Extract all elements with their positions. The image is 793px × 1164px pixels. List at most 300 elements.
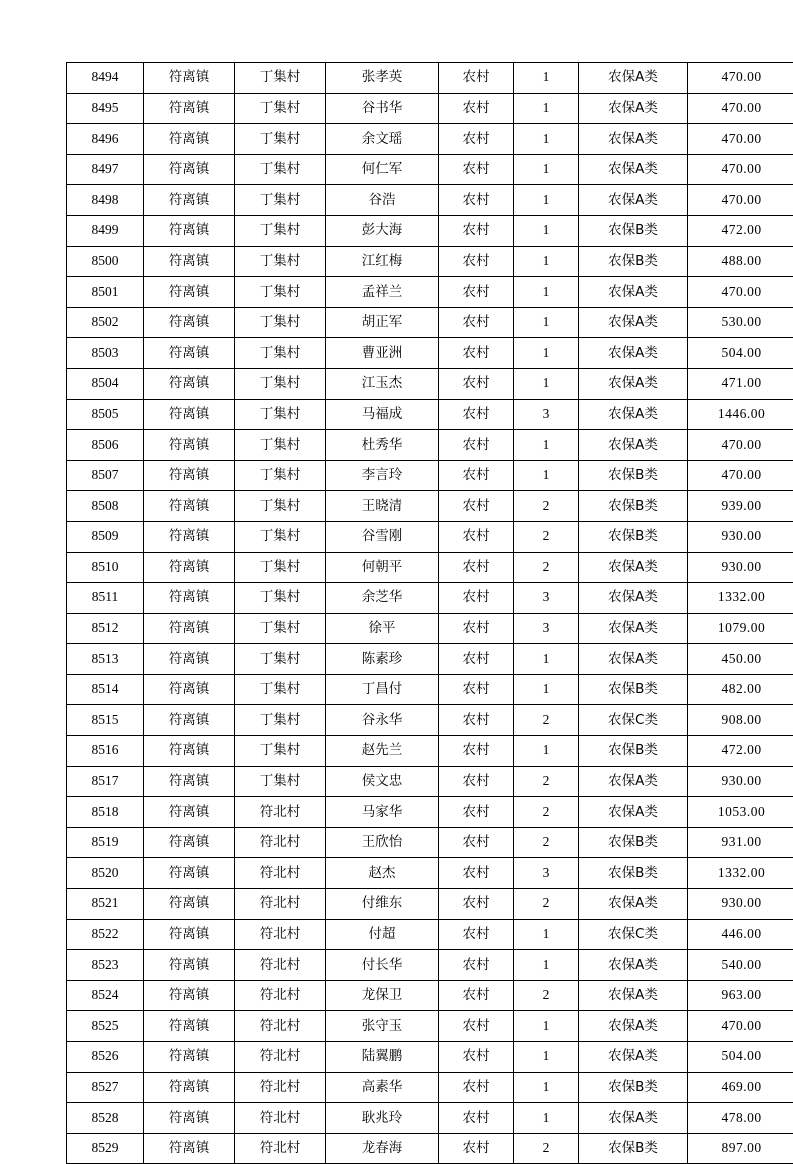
cell-type: 农村 xyxy=(439,613,514,644)
cell-village: 丁集村 xyxy=(235,63,326,94)
cell-id: 8495 xyxy=(67,93,144,124)
cell-town: 符离镇 xyxy=(144,338,235,369)
cell-id: 8502 xyxy=(67,307,144,338)
cell-name: 龙春海 xyxy=(326,1133,439,1164)
cell-village: 丁集村 xyxy=(235,93,326,124)
cell-category: 农保A类 xyxy=(579,368,688,399)
cell-amount: 931.00 xyxy=(688,827,793,858)
cell-category: 农保B类 xyxy=(579,491,688,522)
cell-count: 1 xyxy=(514,368,579,399)
cell-type: 农村 xyxy=(439,1042,514,1073)
cell-village: 丁集村 xyxy=(235,277,326,308)
cell-count: 1 xyxy=(514,307,579,338)
cell-type: 农村 xyxy=(439,124,514,155)
cell-town: 符离镇 xyxy=(144,307,235,338)
cell-town: 符离镇 xyxy=(144,185,235,216)
cell-id: 8494 xyxy=(67,63,144,94)
cell-count: 1 xyxy=(514,674,579,705)
cell-id: 8516 xyxy=(67,736,144,767)
cell-name: 赵先兰 xyxy=(326,736,439,767)
cell-amount: 470.00 xyxy=(688,124,793,155)
cell-village: 丁集村 xyxy=(235,491,326,522)
cell-town: 符离镇 xyxy=(144,430,235,461)
cell-count: 1 xyxy=(514,215,579,246)
cell-count: 2 xyxy=(514,491,579,522)
cell-town: 符离镇 xyxy=(144,766,235,797)
cell-category: 农保A类 xyxy=(579,154,688,185)
cell-id: 8526 xyxy=(67,1042,144,1073)
cell-village: 丁集村 xyxy=(235,521,326,552)
cell-id: 8520 xyxy=(67,858,144,889)
cell-category: 农保A类 xyxy=(579,430,688,461)
cell-town: 符离镇 xyxy=(144,215,235,246)
table-row xyxy=(67,797,793,828)
cell-town: 符离镇 xyxy=(144,246,235,277)
cell-name: 赵杰 xyxy=(326,858,439,889)
table-row xyxy=(67,63,793,94)
cell-id: 8512 xyxy=(67,613,144,644)
cell-amount: 478.00 xyxy=(688,1103,793,1134)
cell-id: 8501 xyxy=(67,277,144,308)
cell-town: 符离镇 xyxy=(144,736,235,767)
cell-type: 农村 xyxy=(439,889,514,920)
cell-village: 符北村 xyxy=(235,919,326,950)
cell-village: 符北村 xyxy=(235,858,326,889)
cell-town: 符离镇 xyxy=(144,154,235,185)
cell-amount: 930.00 xyxy=(688,552,793,583)
table-row xyxy=(67,277,793,308)
cell-amount: 470.00 xyxy=(688,93,793,124)
cell-count: 2 xyxy=(514,797,579,828)
cell-town: 符离镇 xyxy=(144,705,235,736)
table-row xyxy=(67,705,793,736)
cell-category: 农保A类 xyxy=(579,1042,688,1073)
cell-category: 农保A类 xyxy=(579,980,688,1011)
table-row xyxy=(67,399,793,430)
cell-count: 3 xyxy=(514,399,579,430)
cell-name: 谷浩 xyxy=(326,185,439,216)
cell-category: 农保A类 xyxy=(579,766,688,797)
cell-amount: 470.00 xyxy=(688,63,793,94)
cell-category: 农保B类 xyxy=(579,827,688,858)
cell-id: 8525 xyxy=(67,1011,144,1042)
cell-count: 2 xyxy=(514,521,579,552)
cell-amount: 471.00 xyxy=(688,368,793,399)
table-row xyxy=(67,583,793,614)
cell-village: 丁集村 xyxy=(235,124,326,155)
cell-town: 符离镇 xyxy=(144,93,235,124)
cell-count: 3 xyxy=(514,858,579,889)
cell-name: 胡正军 xyxy=(326,307,439,338)
table-row xyxy=(67,491,793,522)
cell-type: 农村 xyxy=(439,430,514,461)
cell-name: 江红梅 xyxy=(326,246,439,277)
cell-type: 农村 xyxy=(439,950,514,981)
cell-town: 符离镇 xyxy=(144,399,235,430)
cell-name: 李言玲 xyxy=(326,460,439,491)
cell-town: 符离镇 xyxy=(144,613,235,644)
cell-id: 8506 xyxy=(67,430,144,461)
cell-type: 农村 xyxy=(439,1072,514,1103)
cell-name: 谷书华 xyxy=(326,93,439,124)
cell-id: 8522 xyxy=(67,919,144,950)
cell-name: 王晓清 xyxy=(326,491,439,522)
cell-type: 农村 xyxy=(439,705,514,736)
cell-town: 符离镇 xyxy=(144,1103,235,1134)
cell-id: 8504 xyxy=(67,368,144,399)
cell-village: 丁集村 xyxy=(235,460,326,491)
cell-amount: 1332.00 xyxy=(688,583,793,614)
cell-category: 农保B类 xyxy=(579,1133,688,1164)
table-row xyxy=(67,154,793,185)
cell-name: 陈素珍 xyxy=(326,644,439,675)
cell-category: 农保A类 xyxy=(579,63,688,94)
cell-type: 农村 xyxy=(439,1103,514,1134)
cell-count: 3 xyxy=(514,613,579,644)
cell-type: 农村 xyxy=(439,521,514,552)
cell-name: 余芝华 xyxy=(326,583,439,614)
cell-count: 1 xyxy=(514,430,579,461)
cell-type: 农村 xyxy=(439,827,514,858)
cell-count: 1 xyxy=(514,460,579,491)
cell-type: 农村 xyxy=(439,980,514,1011)
cell-count: 1 xyxy=(514,1103,579,1134)
cell-town: 符离镇 xyxy=(144,63,235,94)
cell-village: 符北村 xyxy=(235,797,326,828)
cell-name: 付超 xyxy=(326,919,439,950)
cell-type: 农村 xyxy=(439,766,514,797)
cell-amount: 470.00 xyxy=(688,1011,793,1042)
cell-category: 农保B类 xyxy=(579,674,688,705)
cell-id: 8511 xyxy=(67,583,144,614)
cell-name: 耿兆玲 xyxy=(326,1103,439,1134)
cell-name: 付维东 xyxy=(326,889,439,920)
cell-category: 农保A类 xyxy=(579,399,688,430)
cell-count: 1 xyxy=(514,1042,579,1073)
cell-id: 8497 xyxy=(67,154,144,185)
cell-id: 8527 xyxy=(67,1072,144,1103)
cell-name: 孟祥兰 xyxy=(326,277,439,308)
table-row xyxy=(67,1103,793,1134)
cell-village: 丁集村 xyxy=(235,705,326,736)
cell-type: 农村 xyxy=(439,338,514,369)
cell-id: 8510 xyxy=(67,552,144,583)
cell-town: 符离镇 xyxy=(144,124,235,155)
cell-id: 8508 xyxy=(67,491,144,522)
cell-count: 1 xyxy=(514,154,579,185)
cell-name: 张守玉 xyxy=(326,1011,439,1042)
cell-category: 农保C类 xyxy=(579,919,688,950)
cell-count: 1 xyxy=(514,124,579,155)
cell-type: 农村 xyxy=(439,154,514,185)
cell-id: 8503 xyxy=(67,338,144,369)
cell-village: 丁集村 xyxy=(235,552,326,583)
cell-amount: 1332.00 xyxy=(688,858,793,889)
cell-amount: 470.00 xyxy=(688,185,793,216)
cell-count: 2 xyxy=(514,552,579,583)
cell-town: 符离镇 xyxy=(144,644,235,675)
cell-count: 2 xyxy=(514,889,579,920)
cell-category: 农保A类 xyxy=(579,583,688,614)
cell-count: 1 xyxy=(514,185,579,216)
cell-category: 农保A类 xyxy=(579,552,688,583)
cell-id: 8524 xyxy=(67,980,144,1011)
cell-category: 农保B类 xyxy=(579,215,688,246)
table-body xyxy=(67,63,793,1164)
cell-type: 农村 xyxy=(439,674,514,705)
cell-type: 农村 xyxy=(439,583,514,614)
cell-count: 1 xyxy=(514,736,579,767)
cell-name: 陆翼鹏 xyxy=(326,1042,439,1073)
cell-id: 8529 xyxy=(67,1133,144,1164)
cell-name: 曹亚洲 xyxy=(326,338,439,369)
cell-category: 农保A类 xyxy=(579,613,688,644)
cell-name: 丁昌付 xyxy=(326,674,439,705)
cell-amount: 939.00 xyxy=(688,491,793,522)
cell-village: 丁集村 xyxy=(235,613,326,644)
cell-village: 丁集村 xyxy=(235,215,326,246)
cell-name: 江玉杰 xyxy=(326,368,439,399)
cell-id: 8505 xyxy=(67,399,144,430)
cell-town: 符离镇 xyxy=(144,1072,235,1103)
table-row xyxy=(67,827,793,858)
cell-count: 1 xyxy=(514,246,579,277)
cell-amount: 504.00 xyxy=(688,338,793,369)
cell-count: 1 xyxy=(514,338,579,369)
cell-town: 符离镇 xyxy=(144,674,235,705)
cell-category: 农保A类 xyxy=(579,124,688,155)
cell-id: 8507 xyxy=(67,460,144,491)
beneficiary-table xyxy=(66,62,793,1164)
cell-type: 农村 xyxy=(439,93,514,124)
cell-amount: 908.00 xyxy=(688,705,793,736)
table-row xyxy=(67,124,793,155)
table-row xyxy=(67,950,793,981)
cell-amount: 469.00 xyxy=(688,1072,793,1103)
table-row xyxy=(67,1133,793,1164)
cell-village: 符北村 xyxy=(235,980,326,1011)
cell-town: 符离镇 xyxy=(144,277,235,308)
cell-amount: 482.00 xyxy=(688,674,793,705)
cell-name: 谷永华 xyxy=(326,705,439,736)
cell-town: 符离镇 xyxy=(144,368,235,399)
cell-category: 农保A类 xyxy=(579,1103,688,1134)
cell-name: 谷雪刚 xyxy=(326,521,439,552)
table-row xyxy=(67,215,793,246)
cell-type: 农村 xyxy=(439,491,514,522)
cell-id: 8498 xyxy=(67,185,144,216)
cell-id: 8518 xyxy=(67,797,144,828)
cell-count: 1 xyxy=(514,919,579,950)
cell-id: 8515 xyxy=(67,705,144,736)
cell-village: 丁集村 xyxy=(235,644,326,675)
cell-town: 符离镇 xyxy=(144,919,235,950)
cell-id: 8513 xyxy=(67,644,144,675)
cell-type: 农村 xyxy=(439,368,514,399)
cell-village: 符北村 xyxy=(235,1042,326,1073)
cell-category: 农保A类 xyxy=(579,644,688,675)
cell-village: 符北村 xyxy=(235,1103,326,1134)
cell-category: 农保B类 xyxy=(579,1072,688,1103)
table-row xyxy=(67,674,793,705)
cell-village: 丁集村 xyxy=(235,583,326,614)
cell-category: 农保A类 xyxy=(579,1011,688,1042)
cell-village: 丁集村 xyxy=(235,368,326,399)
cell-type: 农村 xyxy=(439,1011,514,1042)
cell-category: 农保C类 xyxy=(579,705,688,736)
cell-village: 符北村 xyxy=(235,1072,326,1103)
cell-amount: 470.00 xyxy=(688,277,793,308)
cell-amount: 963.00 xyxy=(688,980,793,1011)
cell-category: 农保B类 xyxy=(579,246,688,277)
cell-category: 农保A类 xyxy=(579,797,688,828)
cell-amount: 540.00 xyxy=(688,950,793,981)
cell-id: 8514 xyxy=(67,674,144,705)
cell-count: 1 xyxy=(514,950,579,981)
cell-town: 符离镇 xyxy=(144,889,235,920)
cell-category: 农保A类 xyxy=(579,93,688,124)
cell-type: 农村 xyxy=(439,460,514,491)
table-row xyxy=(67,889,793,920)
table-row xyxy=(67,736,793,767)
cell-name: 高素华 xyxy=(326,1072,439,1103)
cell-id: 8500 xyxy=(67,246,144,277)
table-row xyxy=(67,1072,793,1103)
cell-amount: 930.00 xyxy=(688,521,793,552)
cell-category: 农保B类 xyxy=(579,736,688,767)
cell-name: 余文瑶 xyxy=(326,124,439,155)
cell-village: 符北村 xyxy=(235,1133,326,1164)
table-row xyxy=(67,766,793,797)
table-row xyxy=(67,246,793,277)
cell-type: 农村 xyxy=(439,644,514,675)
table-row xyxy=(67,644,793,675)
cell-count: 2 xyxy=(514,705,579,736)
cell-name: 彭大海 xyxy=(326,215,439,246)
cell-village: 符北村 xyxy=(235,827,326,858)
cell-amount: 472.00 xyxy=(688,215,793,246)
cell-amount: 470.00 xyxy=(688,154,793,185)
cell-count: 1 xyxy=(514,277,579,308)
cell-id: 8521 xyxy=(67,889,144,920)
cell-id: 8528 xyxy=(67,1103,144,1134)
cell-village: 丁集村 xyxy=(235,430,326,461)
cell-village: 丁集村 xyxy=(235,674,326,705)
cell-amount: 470.00 xyxy=(688,430,793,461)
table-row xyxy=(67,307,793,338)
cell-id: 8499 xyxy=(67,215,144,246)
cell-village: 丁集村 xyxy=(235,736,326,767)
cell-category: 农保A类 xyxy=(579,889,688,920)
cell-village: 丁集村 xyxy=(235,766,326,797)
cell-type: 农村 xyxy=(439,185,514,216)
cell-type: 农村 xyxy=(439,307,514,338)
table-row xyxy=(67,613,793,644)
cell-count: 3 xyxy=(514,583,579,614)
cell-name: 何仁军 xyxy=(326,154,439,185)
cell-name: 侯文忠 xyxy=(326,766,439,797)
table-row xyxy=(67,919,793,950)
cell-amount: 897.00 xyxy=(688,1133,793,1164)
cell-name: 杜秀华 xyxy=(326,430,439,461)
table-row xyxy=(67,552,793,583)
cell-type: 农村 xyxy=(439,552,514,583)
cell-category: 农保B类 xyxy=(579,858,688,889)
cell-name: 付长华 xyxy=(326,950,439,981)
cell-amount: 488.00 xyxy=(688,246,793,277)
cell-town: 符离镇 xyxy=(144,552,235,583)
cell-category: 农保A类 xyxy=(579,185,688,216)
cell-type: 农村 xyxy=(439,277,514,308)
cell-amount: 472.00 xyxy=(688,736,793,767)
cell-name: 何朝平 xyxy=(326,552,439,583)
table-row xyxy=(67,1042,793,1073)
cell-town: 符离镇 xyxy=(144,950,235,981)
cell-town: 符离镇 xyxy=(144,1042,235,1073)
cell-name: 马家华 xyxy=(326,797,439,828)
cell-type: 农村 xyxy=(439,63,514,94)
cell-count: 1 xyxy=(514,93,579,124)
cell-type: 农村 xyxy=(439,399,514,430)
cell-name: 龙保卫 xyxy=(326,980,439,1011)
table-row xyxy=(67,338,793,369)
cell-count: 1 xyxy=(514,1011,579,1042)
cell-type: 农村 xyxy=(439,919,514,950)
cell-town: 符离镇 xyxy=(144,797,235,828)
cell-amount: 446.00 xyxy=(688,919,793,950)
cell-town: 符离镇 xyxy=(144,1133,235,1164)
cell-town: 符离镇 xyxy=(144,583,235,614)
cell-village: 丁集村 xyxy=(235,154,326,185)
cell-amount: 930.00 xyxy=(688,766,793,797)
cell-name: 马福成 xyxy=(326,399,439,430)
cell-category: 农保A类 xyxy=(579,277,688,308)
cell-amount: 504.00 xyxy=(688,1042,793,1073)
cell-count: 1 xyxy=(514,644,579,675)
cell-type: 农村 xyxy=(439,797,514,828)
cell-id: 8496 xyxy=(67,124,144,155)
table-row xyxy=(67,185,793,216)
cell-category: 农保A类 xyxy=(579,307,688,338)
cell-id: 8509 xyxy=(67,521,144,552)
cell-count: 1 xyxy=(514,63,579,94)
cell-town: 符离镇 xyxy=(144,521,235,552)
table-row xyxy=(67,858,793,889)
cell-count: 2 xyxy=(514,827,579,858)
cell-amount: 530.00 xyxy=(688,307,793,338)
cell-category: 农保B类 xyxy=(579,460,688,491)
cell-village: 丁集村 xyxy=(235,399,326,430)
cell-category: 农保A类 xyxy=(579,338,688,369)
table-row xyxy=(67,368,793,399)
cell-village: 丁集村 xyxy=(235,185,326,216)
cell-amount: 1079.00 xyxy=(688,613,793,644)
cell-town: 符离镇 xyxy=(144,491,235,522)
cell-village: 符北村 xyxy=(235,889,326,920)
table-row xyxy=(67,93,793,124)
cell-type: 农村 xyxy=(439,1133,514,1164)
cell-village: 丁集村 xyxy=(235,307,326,338)
table-row xyxy=(67,1011,793,1042)
cell-town: 符离镇 xyxy=(144,980,235,1011)
cell-count: 2 xyxy=(514,1133,579,1164)
cell-amount: 1446.00 xyxy=(688,399,793,430)
cell-type: 农村 xyxy=(439,215,514,246)
cell-id: 8523 xyxy=(67,950,144,981)
cell-name: 徐平 xyxy=(326,613,439,644)
cell-amount: 450.00 xyxy=(688,644,793,675)
cell-town: 符离镇 xyxy=(144,460,235,491)
